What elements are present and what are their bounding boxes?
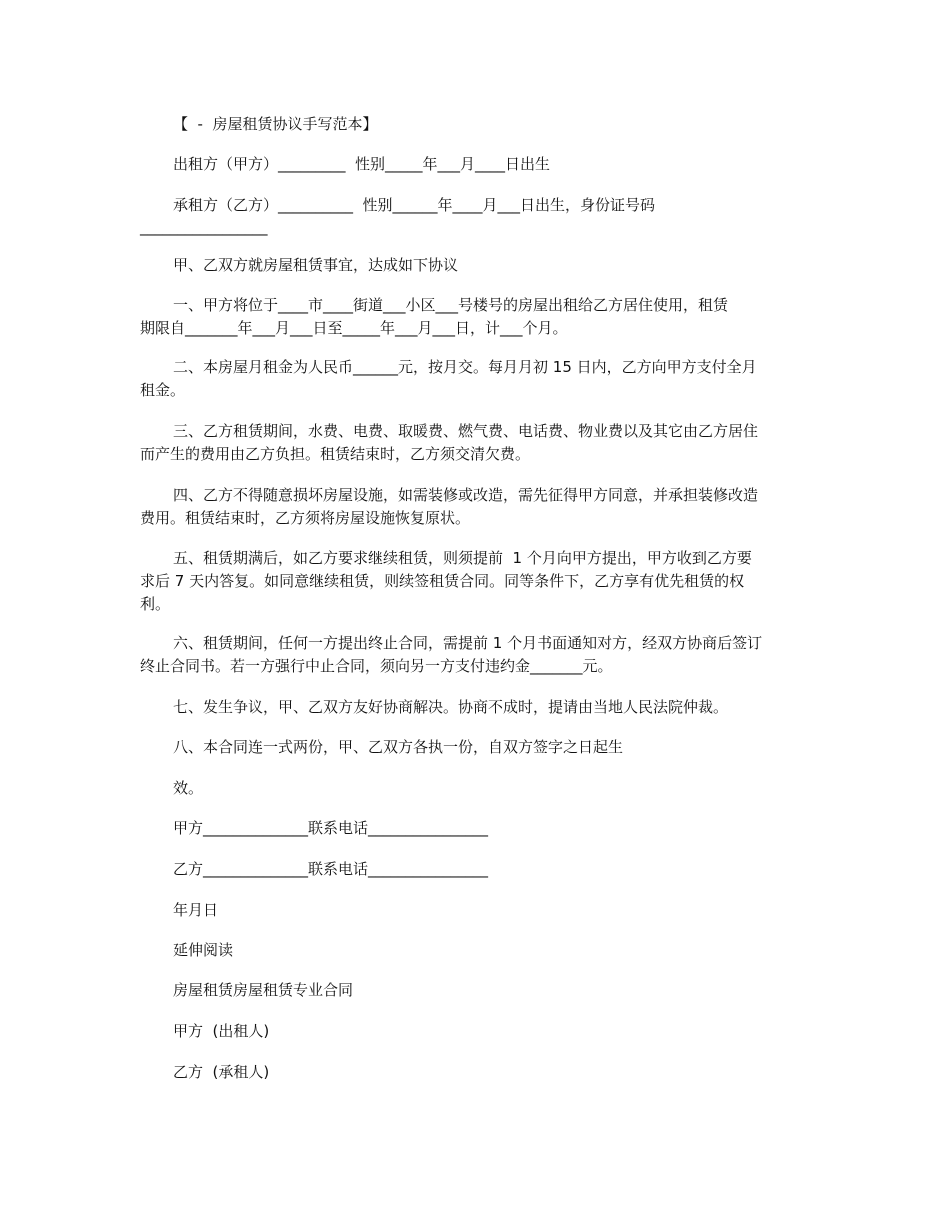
clause-6-line-1: 六、租赁期间，任何一方提出终止合同，需提前 1 个月书面通知对方，经双方协商后签订 [173, 634, 763, 652]
clause-2-line-2: 租金。 [140, 381, 186, 399]
lessee-id-blank: _________________ [140, 218, 268, 236]
clause-8-line-1: 八、本合同连一式两份，甲、乙双方各执一份，自双方签字之日起生 [173, 738, 624, 756]
clause-5-line-3: 利。 [140, 595, 171, 613]
clause-4-line-2: 费用。租赁结束时，乙方须将房屋设施恢复原状。 [140, 509, 471, 527]
clause-5-line-2: 求后 7 天内答复。如同意继续租赁，则续签租赁合同。同等条件下，乙方享有优先租赁的权 [140, 572, 745, 590]
clause-7: 七、发生争议，甲、乙双方友好协商解决。协商不成时，提请由当地人民法院仲裁。 [173, 698, 729, 716]
agreement-intro: 甲、乙双方就房屋租赁事宜，达成如下协议 [173, 256, 459, 274]
clause-8-line-2: 效。 [173, 779, 204, 797]
clause-5-line-1: 五、租赁期满后，如乙方要求继续租赁，则须提前 1 个月向甲方提出，甲方收到乙方要 [173, 549, 752, 567]
party-b-signature-line: 乙方______________联系电话________________ [173, 860, 489, 878]
clause-3-line-2: 而产生的费用由乙方负担。租赁结束时，乙方须交清欠费。 [140, 445, 531, 463]
lessor-line: 出租方（甲方）_________ 性别_____年___月____日出生 [173, 155, 551, 173]
second-contract-party-a: 甲方 (出租人) [173, 1022, 270, 1040]
second-contract-party-b: 乙方 (承租人) [173, 1063, 270, 1081]
clause-2-line-1: 二、本房屋月租金为人民币______元，按月交。每月月初 15 日内，乙方向甲方支付全月 [173, 358, 757, 376]
clause-6-line-2: 终止合同书。若一方强行中止合同，须向另一方支付违约金_______元。 [140, 657, 613, 675]
date-line: 年月日 [173, 901, 219, 919]
clause-1-line-2: 期限自_______年___月___日至_____年___月___日，计___个月。 [140, 319, 568, 337]
lessee-line: 承租方（乙方）__________ 性别______年____月___日出生，身份证号码 [173, 196, 656, 214]
document-title: 【 - 房屋租赁协议手写范本】 [173, 115, 378, 133]
clause-1-line-1: 一、甲方将位于____市____街道___小区___号楼号的房屋出租给乙方居住使用，租赁 [173, 296, 729, 314]
second-contract-title: 房屋租赁房屋租赁专业合同 [173, 981, 354, 999]
clause-4-line-1: 四、乙方不得随意损坏房屋设施，如需装修或改造，需先征得甲方同意，并承担装修改造 [173, 486, 759, 504]
party-a-signature-line: 甲方______________联系电话________________ [173, 819, 489, 837]
clause-3-line-1: 三、乙方租赁期间，水费、电费、取暖费、燃气费、电话费、物业费以及其它由乙方居住 [173, 422, 759, 440]
extended-reading-heading: 延伸阅读 [173, 941, 234, 959]
